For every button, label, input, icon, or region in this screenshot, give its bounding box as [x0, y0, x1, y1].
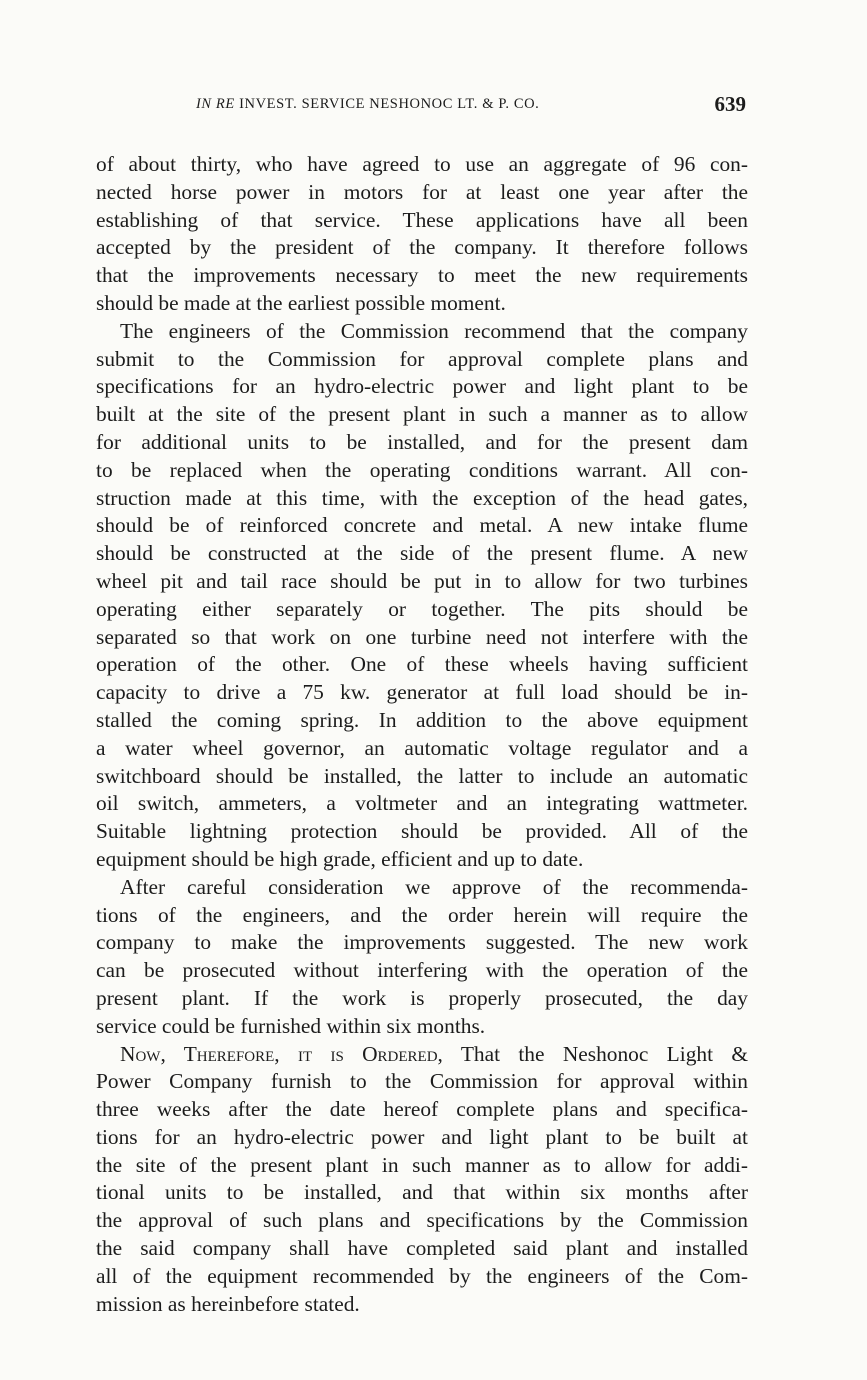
order-first-line — [96, 1041, 748, 1069]
running-title-rest: INVEST. SERVICE NESHONOC LT. & P. CO. — [234, 96, 540, 112]
text-line: should be made at the earliest possible moment. — [96, 290, 506, 315]
text-line: service could be furnished within six months. — [96, 1013, 486, 1038]
paragraph-3 — [96, 874, 748, 1041]
text-line: After careful consideration we approve of the recommenda- — [120, 874, 748, 899]
text-line: capacity to drive a 75 kw. generator at full load should be in- — [96, 680, 748, 705]
text-line: wheel pit and tail race should be put in to allow for two turbines — [96, 568, 748, 593]
text-line: the said company shall have completed said plant and installed — [96, 1236, 748, 1261]
text-line: The engineers of the Commission recommend that the company — [120, 318, 748, 343]
text-line: tional units to be installed, and that within six months after — [96, 1180, 748, 1205]
text-line: of about thirty, who have agreed to use an aggregate of 96 con- — [96, 152, 748, 176]
text-line: the approval of such plans and specifications by the Commission — [96, 1208, 748, 1233]
text-line: switchboard should be installed, the latter to include an automatic — [96, 763, 748, 788]
text-line: three weeks after the date hereof complete plans and specifica- — [96, 1097, 748, 1122]
text-line: that the improvements necessary to meet the new requirements — [96, 263, 748, 288]
running-header — [96, 92, 748, 122]
text-line: separated so that work on one turbine need not interfere with the — [96, 624, 748, 649]
order-first-line-rest: That the Neshonoc Light & — [442, 1041, 748, 1066]
text-line: stalled the coming spring. In addition to the above equipment — [96, 707, 748, 732]
text-line: company to make the improvements suggested. The new work — [96, 930, 748, 955]
text-line: should be constructed at the side of the present flume. A new — [96, 541, 748, 566]
text-line: present plant. If the work is properly prosecuted, the day — [96, 985, 748, 1010]
text-line: operating either separately or together. The pits should be — [96, 596, 748, 621]
text-line: struction made at this time, with the exception of the head gates, — [96, 485, 748, 510]
text-line: operation of the other. One of these wheels having sufficient — [96, 652, 748, 677]
paragraph-1 — [96, 151, 748, 318]
text-line: specifications for an hydro-electric power and light plant to be — [96, 374, 748, 399]
page-number: 639 — [714, 92, 746, 116]
text-line: Power Company furnish to the Commission for approval within — [96, 1069, 748, 1094]
text-line: to be replaced when the operating conditions warrant. All con- — [96, 457, 748, 482]
text-line: tions for an hydro-electric power and light plant to be built at — [96, 1124, 748, 1149]
order-lead: Now, Therefore, it is Ordered, — [120, 1041, 443, 1066]
running-title — [196, 96, 539, 113]
text-line: equipment should be high grade, efficient and up to date. — [96, 846, 584, 871]
text-line: accepted by the president of the company. It therefore follows — [96, 235, 748, 260]
paragraph-4-order — [96, 1041, 748, 1319]
text-line: oil switch, ammeters, a voltmeter and an integrating wattmeter. — [96, 791, 748, 816]
paragraph-2 — [96, 318, 748, 874]
text-line: tions of the engineers, and the order herein will require the — [96, 902, 748, 927]
text-line: can be prosecuted without interfering with the operation of the — [96, 958, 748, 983]
text-line: nected horse power in motors for at least one year after the — [96, 179, 748, 204]
text-line: a water wheel governor, an automatic voltage regulator and a — [96, 735, 748, 760]
text-line: should be of reinforced concrete and metal. A new intake flume — [96, 513, 748, 538]
text-line: built at the site of the present plant in such a manner as to allow — [96, 402, 748, 427]
page-body — [96, 151, 748, 1318]
running-title-italic: IN RE — [196, 96, 235, 112]
text-line: the site of the present plant in such manner as to allow for addi- — [96, 1152, 748, 1177]
text-line: mission as hereinbefore stated. — [96, 1291, 360, 1316]
text-line: for additional units to be installed, and for the present dam — [96, 429, 748, 454]
text-line: submit to the Commission for approval complete plans and — [96, 346, 748, 371]
text-line: establishing of that service. These applications have all been — [96, 207, 748, 232]
text-line: Suitable lightning protection should be provided. All of the — [96, 819, 748, 844]
text-line: all of the equipment recommended by the engineers of the Com- — [96, 1263, 748, 1288]
